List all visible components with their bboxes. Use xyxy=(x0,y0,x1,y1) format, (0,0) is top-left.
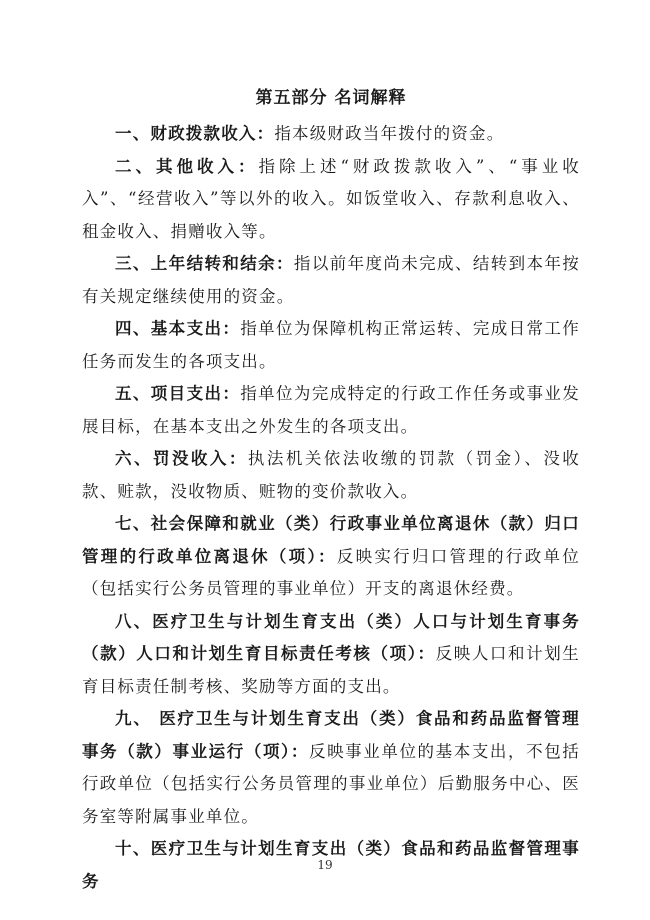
entry-5 xyxy=(82,378,580,443)
entry-9 xyxy=(82,703,580,833)
entry-text: 指本级财政当年拨付的资金。 xyxy=(274,124,505,143)
entry-term: 五、项目支出： xyxy=(115,384,241,403)
entry-3 xyxy=(82,248,580,313)
entry-text: 反映实行归口管理的行政单位（包括实行公务员管理的事业单位）开支的离退休经费。 xyxy=(82,546,580,598)
entry-term: 二、其他收入： xyxy=(115,156,259,176)
entry-6 xyxy=(82,443,580,508)
entry-term: 六、罚没收入： xyxy=(115,449,248,468)
entry-2 xyxy=(82,151,580,249)
page-number: 19 xyxy=(317,858,333,872)
entry-text: 执法机关依法收缴的罚款（罚金）、没收款、赃款，没收物质、赃物的变价款收入。 xyxy=(82,449,580,501)
entry-term: 七、社会保障和就业（类）行政事业单位离退休（款）归口管理的行政单位离退休（项）： xyxy=(82,514,580,566)
entry-text: 指以前年度尚未完成、结转到本年按有关规定继续使用的资金。 xyxy=(82,254,581,306)
entry-8 xyxy=(82,606,580,704)
entry-term: 三、上年结转和结余： xyxy=(115,254,294,273)
entry-text: 反映人口和计划生育目标责任制考核、奖励等方面的支出。 xyxy=(82,644,580,696)
entry-term: 八、医疗卫生与计划生育支出（类）人口与计划生育事务（款）人口和计划生育目标责任考核（项）： xyxy=(82,611,580,663)
entry-text: 指单位为完成特定的行政工作任务或事业发展目标，在基本支出之外发生的各项支出。 xyxy=(82,384,580,436)
entry-text: 反映事业单位的基本支出，不包括行政单位（包括实行公务员管理的事业单位）后勤服务中心、医务室等附属事业单位。 xyxy=(82,741,581,826)
entry-7 xyxy=(82,508,580,606)
section-title: 第五部分 名词解释 xyxy=(255,88,407,108)
entry-1 xyxy=(82,118,580,151)
entry-term: 九、 医疗卫生与计划生育支出（类）食品和药品监督管理事务（款）事业运行（项）： xyxy=(82,709,580,761)
entry-term: 一、财政拨款收入： xyxy=(115,124,275,143)
entry-term: 四、基本支出： xyxy=(115,319,241,338)
entry-text: 指单位为保障机构正常运转、完成日常工作任务而发生的各项支出。 xyxy=(82,319,580,371)
entry-4 xyxy=(82,313,580,378)
entry-text: 指除上述“财政拨款收入”、“事业收入”、“经营收入”等以外的收入。如饭堂收入、存款利息收入、租金收入、捐赠收入等。 xyxy=(82,156,580,241)
entry-term: 十、医疗卫生与计划生育支出（类）食品和药品监督管理事务 xyxy=(82,839,580,891)
